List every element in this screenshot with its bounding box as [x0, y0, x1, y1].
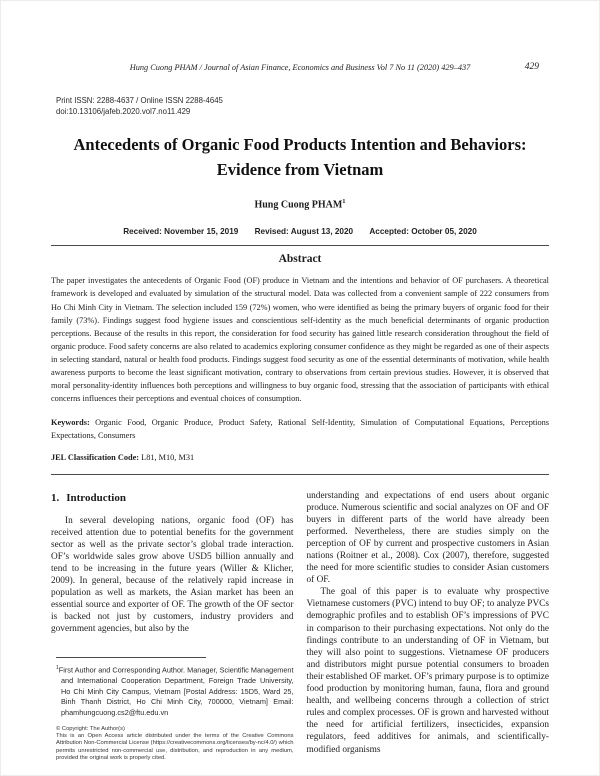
abstract-heading: Abstract [278, 253, 322, 266]
license-text: This is an Open Access article distributed under the terms of the Creative Commons Attribution Non-Commercial License (https://creativecommons.org/licenses/by-nc/4.0/) which permits unrestricted non-commercial use, distribution, and reproduction in any medium, provided the original work is properly cited. [56, 733, 294, 761]
right-column-paragraph-2: The goal of this paper is to evaluate why prospective Vietnamese customers (PVC) intend to buy OF; to analyze PVCs demographic profiles and to establish OF’s impressions of PVC in comparison to their purchasing expectations. Not only do the findings contribute to an understanding of OF in Vietnam, but they will also point to suggestions. Vietnamese OF producers and distributors might pursue potential consumers to broaden their established OF market. OF’s primary purpose is to optimize food production by monitoring human, fauna, flora and ground health, and wellbeing concerns through a collection of strict rules and complex processes. OF is grown and harvested without the need for artificial fertilizers, insecticides, expansion regulators, feed additives for animals, and scientifically-modified organisms [306, 587, 549, 755]
author-name: Hung Cuong PHAM [254, 199, 343, 211]
abstract-body: The paper investigates the antecedents of Organic Food (OF) produce in Vietnam and the intentions and behavior of OF purchasers. A theoretical framework is developed and evaluated by simulation of the structural model. Data was collected from a convenient sample of 222 consumers from Ho Chi Minh City in Vietnam. The selection included 159 (72%) women, who were identified as being the primary buyers of organic food for their family (73%). Findings suggest food hygiene issues and conscientious self-identity as the much beneficial determinants of organic production perceptions. Because of the results in this report, the consideration for food security has gained little research consideration throughout the field of organic produce. Food safety concerns are also related to academics exploring consumer confidence as they might be regarded as one of their aspects in selecting standard, natural or health food products. Findings suggest food security as one of the essential determinants of motivation, while health awareness purports to become the least significant motivation, contrary to observations from certain previous studies. However, it is observed that moral personality-identity influences both perceptions and willingness to buy organic food, stressing that the association of participants with ethical concerns influences their perceptions and eventual choices of consumption. [51, 276, 549, 404]
jel-codes: L81, M10, M31 [139, 453, 195, 463]
right-column [307, 488, 550, 762]
abstract-top-rule [51, 245, 549, 246]
page-number: 429 [524, 62, 539, 72]
copyright-block [56, 726, 294, 762]
footnote-superscript: 1 [56, 665, 59, 672]
running-header [51, 63, 549, 75]
two-column-body [51, 488, 549, 762]
footnote-body: First Author and Corresponding Author. Manager, Scientific Management and International Cooperation Department, Foreign Trade University, Ho Chi Minh City Campus, Vietnam [Postal Address: 15D5, Ward 25, Binh Thanh District, Ho Chi Minh City, 700000, Vietnam] Email: phamhungcuong.cs2@ftu.edu.vn [58, 665, 294, 717]
footnote-separator [56, 657, 206, 658]
issn-line: Print ISSN: 2288-4637 / Online ISSN 2288-4645 [56, 96, 223, 105]
revised-date: Revised: August 13, 2020 [254, 227, 354, 237]
dates-line [51, 227, 549, 236]
page-content [1, 1, 599, 762]
right-column-paragraph-1: understanding and expectations of end users about organic produce. Numerous scientific and social analyzes on OF and OF buyers in different parts of the world have already been performed. Nevertheless, there are studies simply on the perception of OF by current and prospective customers in Asian nations (Roitner et al., 2008). Cox (2007), therefore, suggested the need for more scientific studies to consider Asian customers of OF. [306, 490, 549, 586]
jel-line [51, 451, 549, 464]
doi-line: doi:10.13106/jafeb.2020.vol7.no11.429 [56, 107, 191, 116]
received-date: Received: November 15, 2019 [123, 227, 239, 237]
article-title [51, 132, 549, 182]
copyright-line: © Copyright: The Author(s) [56, 725, 125, 732]
keywords-line [51, 416, 549, 442]
article-title-line1: Antecedents of Organic Food Products Intention and Behaviors: [73, 135, 527, 154]
introduction-heading [51, 492, 294, 504]
introduction-heading-number: 1. [51, 491, 60, 504]
author-line [51, 198, 549, 210]
article-title-line2: Evidence from Vietnam [216, 160, 384, 179]
running-header-title: Hung Cuong PHAM / Journal of Asian Finance, Economics and Business Vol 7 No 11 (2020) 429–437 [129, 63, 471, 72]
author-affiliation-superscript: 1 [342, 198, 346, 205]
introduction-paragraph: In several developing nations, organic food (OF) has received attention due to potential benefits for the government sector as well as the private sector’s global trade interaction. OF’s worldwide sales grow above USD5 billion annually and tend to be increasing in the future years (Willer & Klicher, 2009). In general, because of the relatively rapid increase in population as well as markets, the Asian market has been an essential source and exporter of OF. The growth of the OF sector is backed not just by customers, industry providers and government agencies, but also by the [51, 515, 294, 635]
issn-block [56, 95, 549, 117]
introduction-heading-text: Introduction [66, 491, 126, 504]
keywords-label: Keywords: [51, 418, 90, 428]
footnote-text [56, 663, 294, 717]
abstract-bottom-rule [51, 474, 549, 475]
jel-label: JEL Classification Code: [51, 453, 140, 463]
accepted-date: Accepted: October 05, 2020 [369, 227, 477, 237]
left-column [51, 488, 294, 762]
keywords-list: Organic Food, Organic Produce, Product Safety, Rational Self-Identity, Simulation of Computational Equations, Perceptions Expectations, Consumers [51, 418, 549, 441]
